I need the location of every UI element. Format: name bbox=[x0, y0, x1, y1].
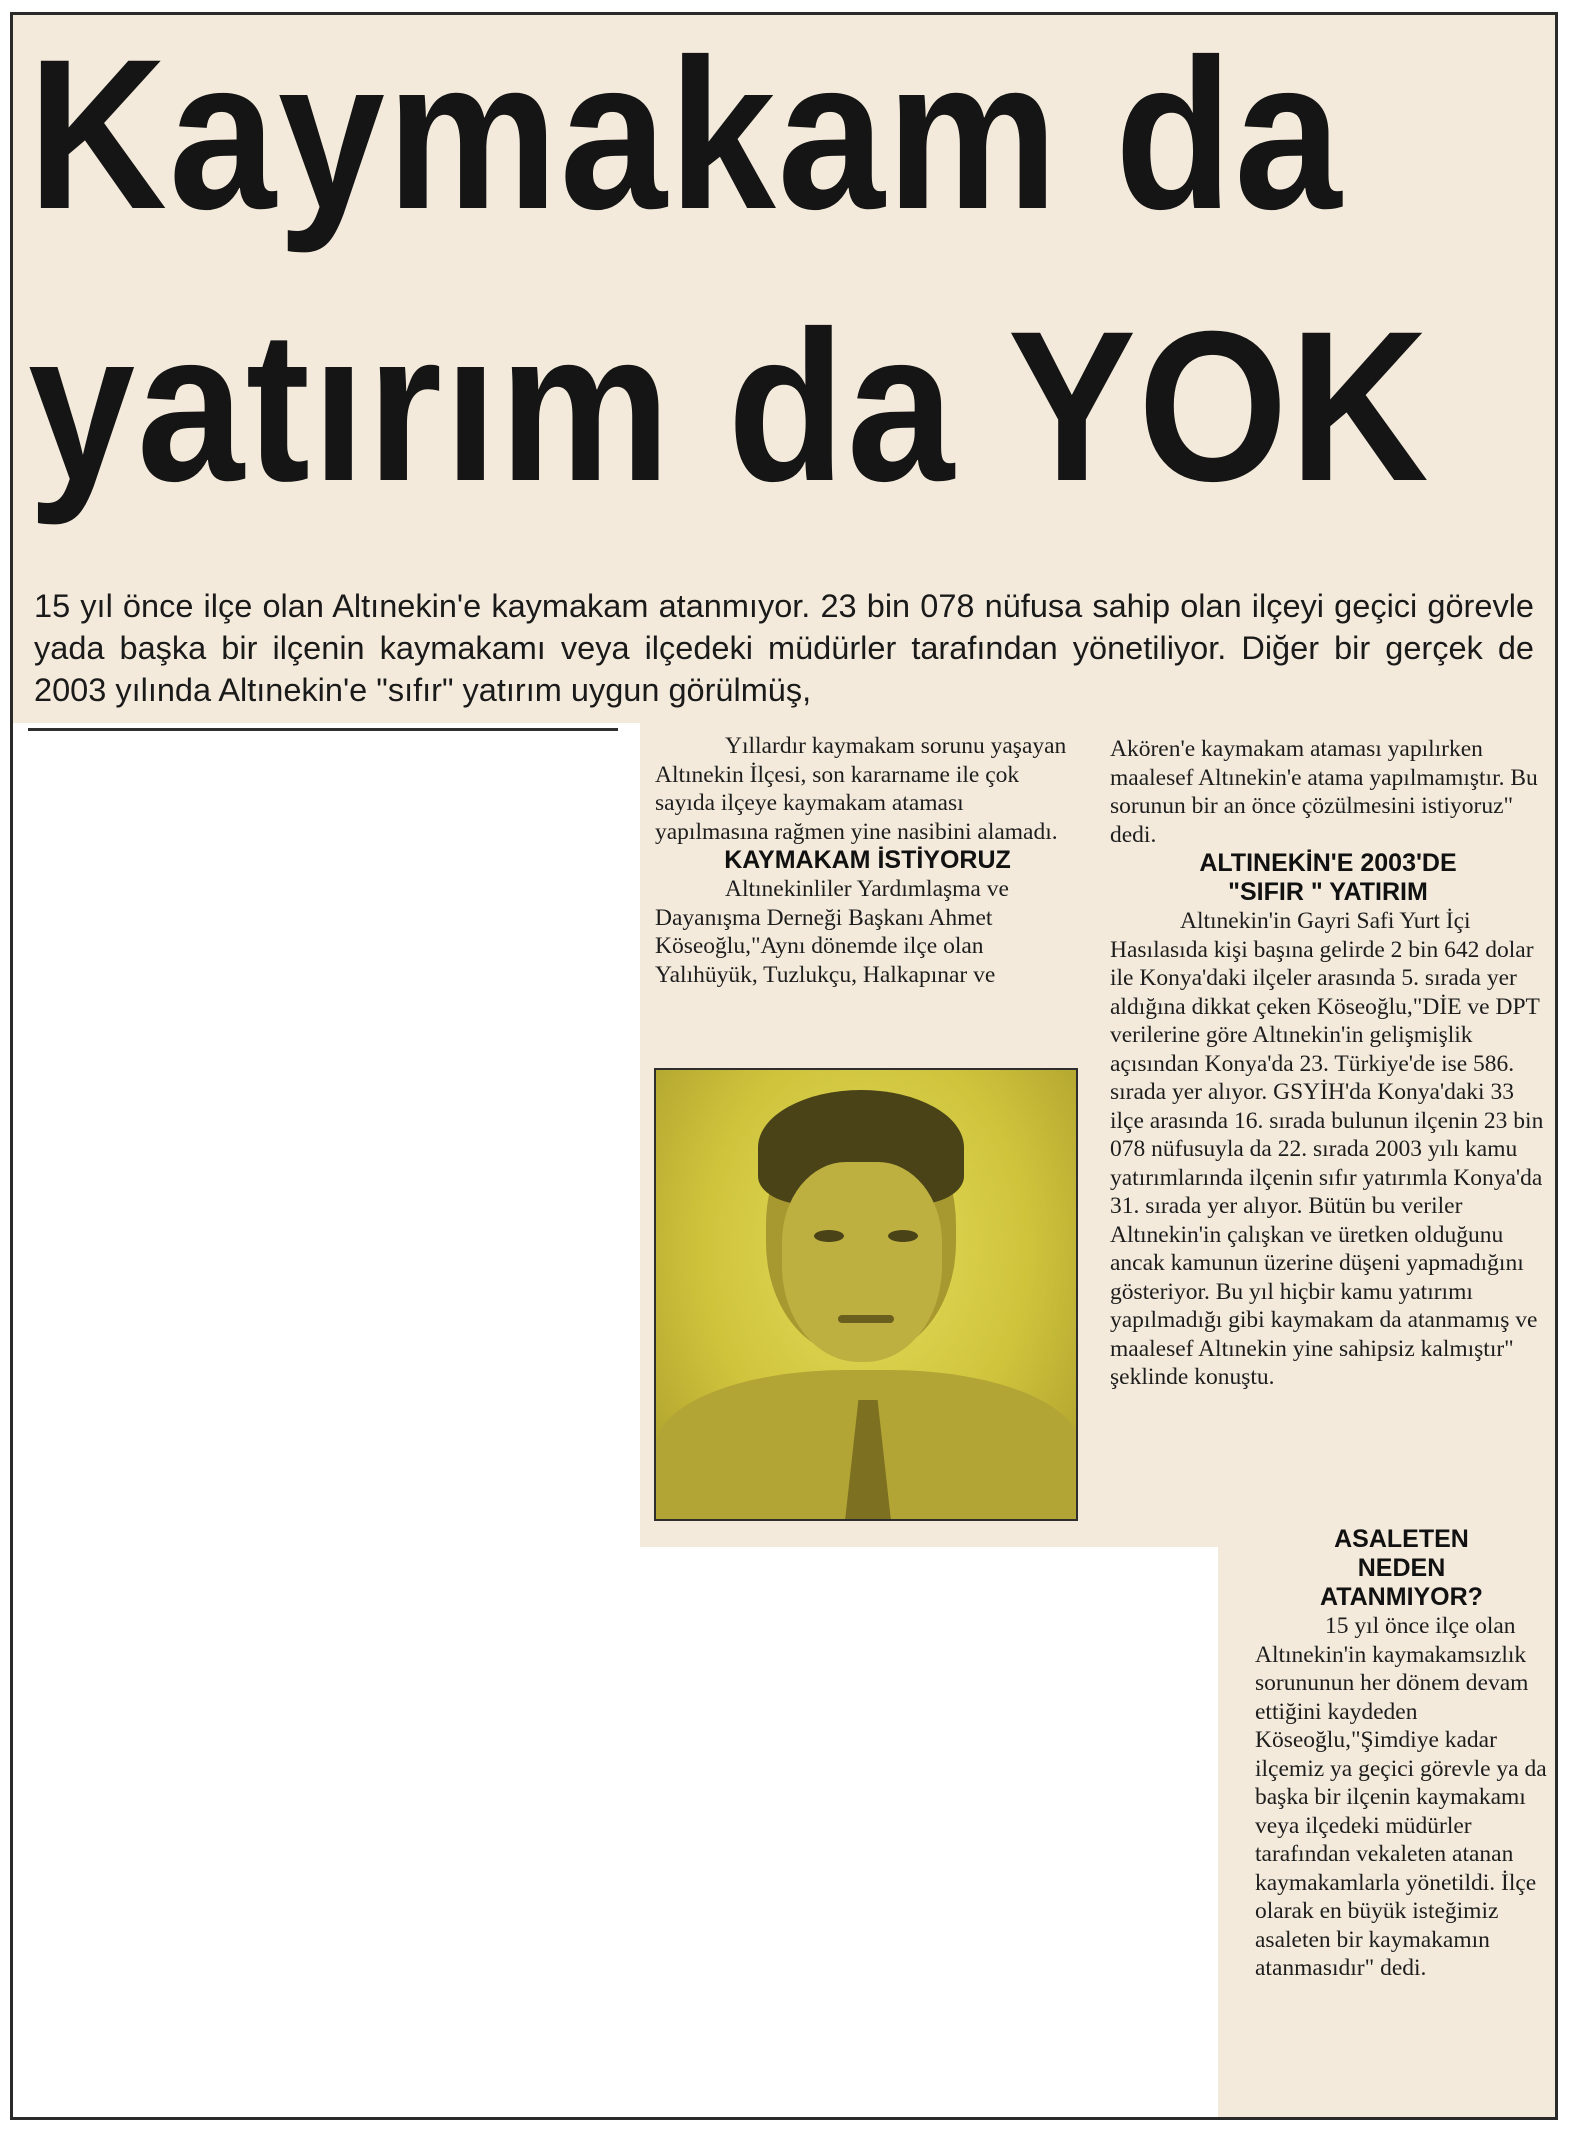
photo-mouth bbox=[838, 1315, 894, 1323]
column2-paragraph-1: Akören'e kaymakam ataması yapılırken maalesef Altınekin'e atama yapılmamıştır. Bu sorunun bir an önce çözülmesini istiyoruz" dedi. bbox=[1110, 736, 1538, 848]
subheading-2003-line-2: "SIFIR " YATIRIM bbox=[1228, 878, 1428, 906]
photo-left-eye bbox=[814, 1230, 844, 1242]
subheading-2003-line-1: ALTINEKİN'E 2003'DE bbox=[1199, 849, 1457, 877]
article-column-2 bbox=[1110, 735, 1546, 1392]
article-column-1 bbox=[655, 732, 1080, 989]
portrait-photo bbox=[654, 1068, 1078, 1521]
subheading-asaleten-line-3: ATANMIYOR? bbox=[1320, 1583, 1483, 1611]
photo-right-eye bbox=[888, 1230, 918, 1242]
column3-paragraph-1: 15 yıl önce ilçe olan Altınekin'in kaymakamsızlık sorununun her dönem devam ettiğini kaydeden Köseoğlu,"Şimdiye kadar ilçemiz ya geçici görevle ya da başka bir ilçenin kaymakamı veya ilçedeki müdürler tarafından vekaleten atanan kaymakamlarla yönetildi. İlçe olarak en büyük isteğimiz asaleten bir kaymakamın atanmasıdır" dedi. bbox=[1255, 1613, 1547, 1981]
lead-paragraph: 15 yıl önce ilçe olan Altınekin'e kaymakam atanmıyor. 23 bin 078 nüfusa sahip olan ilçeyi geçici görevle yada başka bir ilçenin kaymakamı veya ilçedeki müdürler tarafından yönetiliyor. Diğer bir gerçek de 2003 yılında Altınekin'e "sıfır" yatırım uygun görülmüş, bbox=[34, 588, 1534, 708]
photo-face bbox=[782, 1162, 942, 1362]
headline-line-1: Kaymakam da bbox=[28, 15, 1344, 254]
column1-paragraph-2: Altınekinliler Yardımlaşma ve Dayanışma Derneği Başkanı Ahmet Köseoğlu,"Aynı dönemde ilçe olan Yalıhüyük, Tuzlukçu, Halkapınar ve bbox=[655, 876, 1009, 988]
column2-paragraph-2: Altınekin'in Gayri Safi Yurt İçi Hasılasıda kişi başına gelirde 2 bin 642 dolar ile Konya'daki ilçeler arasında 5. sırada yer aldığına dikkat çeken Köseoğlu,"DİE ve DPT verilerine göre Altınekin'in gelişmişlik açısından Konya'da 23. Türkiye'de ise 586. sırada yer alıyor. GSYİH'da Konya'daki 33 ilçe arasında 16. sırada bulunun ilçenin 23 bin 078 nüfusuyla da 22. sırada 2003 yılı kamu yatırımlarında ilçenin sıfır yatırımla Konya'da 31. sırada yer alıyor. Bütün bu veriler Altınekin'in çalışkan ve üretken olduğunu ancak kamunun üzerine düşeni yapmadığını gösteriyor. Bu yıl hiçbir kamu yatırımı yapılmadığı gibi kaymakam da atanmamış ve maalesef Altınekin yine sahipsiz kalmıştır" şeklinde konuştu. bbox=[1110, 908, 1544, 1390]
subheading-asaleten-line-1: ASALETEN bbox=[1334, 1525, 1469, 1553]
headline-line-2: yatırım da YOK bbox=[28, 287, 1431, 526]
divider-rule bbox=[28, 728, 618, 731]
subheading-kaymakam-istiyoruz: KAYMAKAM İSTİYORUZ bbox=[724, 846, 1011, 874]
column1-paragraph-1: Yıllardır kaymakam sorunu yaşayan Altınekin İlçesi, son kararname ile çok sayıda ilçeye kaymakam ataması yapılmasına rağmen yine nasibini alamadı. bbox=[655, 733, 1067, 845]
article-column-3 bbox=[1255, 1525, 1548, 1983]
subheading-asaleten-line-2: NEDEN bbox=[1357, 1554, 1446, 1582]
